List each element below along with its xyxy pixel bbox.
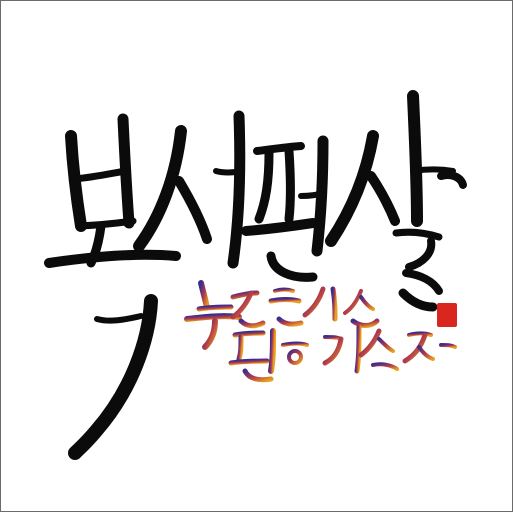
calligraphy-artwork bbox=[1, 1, 512, 511]
red-seal-stamp bbox=[437, 303, 457, 327]
subtitle-calligraphy bbox=[187, 279, 455, 380]
main-calligraphy bbox=[49, 96, 463, 453]
